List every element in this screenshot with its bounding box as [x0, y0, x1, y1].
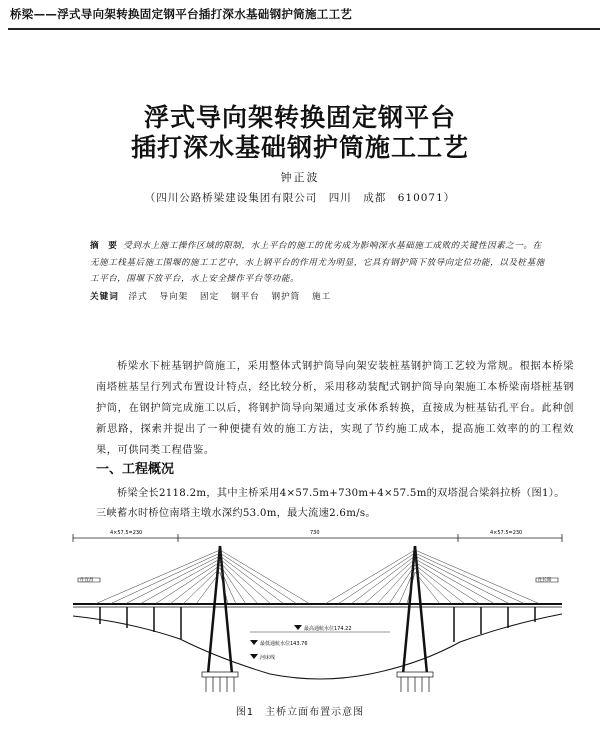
header-rule: [8, 28, 600, 30]
right-direction-label: 往长阳: [538, 578, 552, 583]
right-pile-foundation: [397, 672, 433, 692]
figure-caption: 图1 主桥立面布置示意图: [235, 707, 365, 718]
running-head-text: 桥梁——浮式导向架转换固定钢平台插打深水基础钢护筒施工工艺: [10, 7, 353, 21]
span-main-label: 730: [310, 530, 320, 536]
low-water-marker: [250, 640, 258, 645]
low-water-label: 最低通航水位143.76: [260, 641, 308, 647]
right-pylon-leg: [415, 546, 427, 674]
span-right-label: 4×57.5=230: [490, 530, 523, 536]
approach-piers: [100, 607, 535, 642]
riverbed-label: 河床线: [260, 655, 276, 661]
keyword: 施工: [312, 292, 332, 302]
abstract-label: 摘 要: [90, 241, 118, 251]
left-direction-label: 往宜昌: [80, 578, 94, 583]
title-line-2: 插打深水基础钢护筒施工工艺: [130, 133, 469, 162]
intro-paragraph: 桥梁水下桩基钢护筒施工，采用整体式钢护筒导向架安装桩基钢护筒工艺较为常规。根据本桥梁南塔桩基呈行列式布置设计特点，经比较分析，采用移动装配式钢护筒导向架施工本桥梁南塔桩基钢护筒，在钢护筒完成施工以后，将钢护筒导向架通过支承体系转换，直接成为桩基钻孔平台。此种创新思路，探索并提出了一种便捷有效的施工方法，实现了节约施工成本，提高施工效率的的工程效果，可供同类工程借鉴。: [96, 361, 574, 456]
riverbed-marker: [250, 654, 258, 659]
abstract: [90, 238, 550, 288]
span-left-label: 4×57.5=230: [110, 530, 143, 536]
keyword: 钢平台: [230, 292, 260, 302]
keyword: 导向架: [159, 292, 189, 302]
affiliation: （四川公路桥梁建设集团有限公司 四川 成都 610071）: [144, 192, 456, 204]
title-line-1: 浮式导向架转换固定钢平台: [143, 103, 456, 132]
author: 钟正波: [280, 171, 320, 184]
section-paragraph: 桥梁全长2118.2m，其中主桥采用4×57.5m+730m+4×57.5m的双塔混合梁斜拉桥（图1）。三峡蓄水时桥位南塔主墩水深约53.0m，最大流速2.6m/s。: [96, 488, 565, 519]
bridge-elevation-figure: [70, 524, 565, 694]
right-pylon-leg: [403, 546, 415, 674]
left-pylon-leg: [220, 546, 232, 674]
high-water-marker: [294, 625, 302, 630]
keywords-label: 关键词: [90, 292, 119, 302]
keyword: 钢护筒: [271, 292, 301, 302]
high-water-label: 最高通航水位174.22: [304, 626, 352, 632]
section-heading: 一、工程概况: [96, 462, 175, 477]
keyword: 固定: [200, 292, 220, 302]
left-stay-cables: [95, 550, 310, 604]
keywords: [90, 290, 550, 302]
abstract-text: 受到水上施工操作区域的限制，水上平台的施工的优劣成为影响深水基础施工成败的关键性因素之一。在无施工栈基后施工围堰的施工工艺中，水上钢平台的作用尤为明显，它具有钢护筒下放导向定位功能，以及桩基施工平台，围堰下放平台，水上安全操作平台等功能。: [90, 241, 545, 284]
right-stay-cables: [325, 550, 540, 604]
keyword: 浮式: [128, 292, 148, 302]
running-head: [0, 0, 600, 32]
left-pile-foundation: [202, 672, 238, 692]
ground-profile: [73, 614, 562, 679]
